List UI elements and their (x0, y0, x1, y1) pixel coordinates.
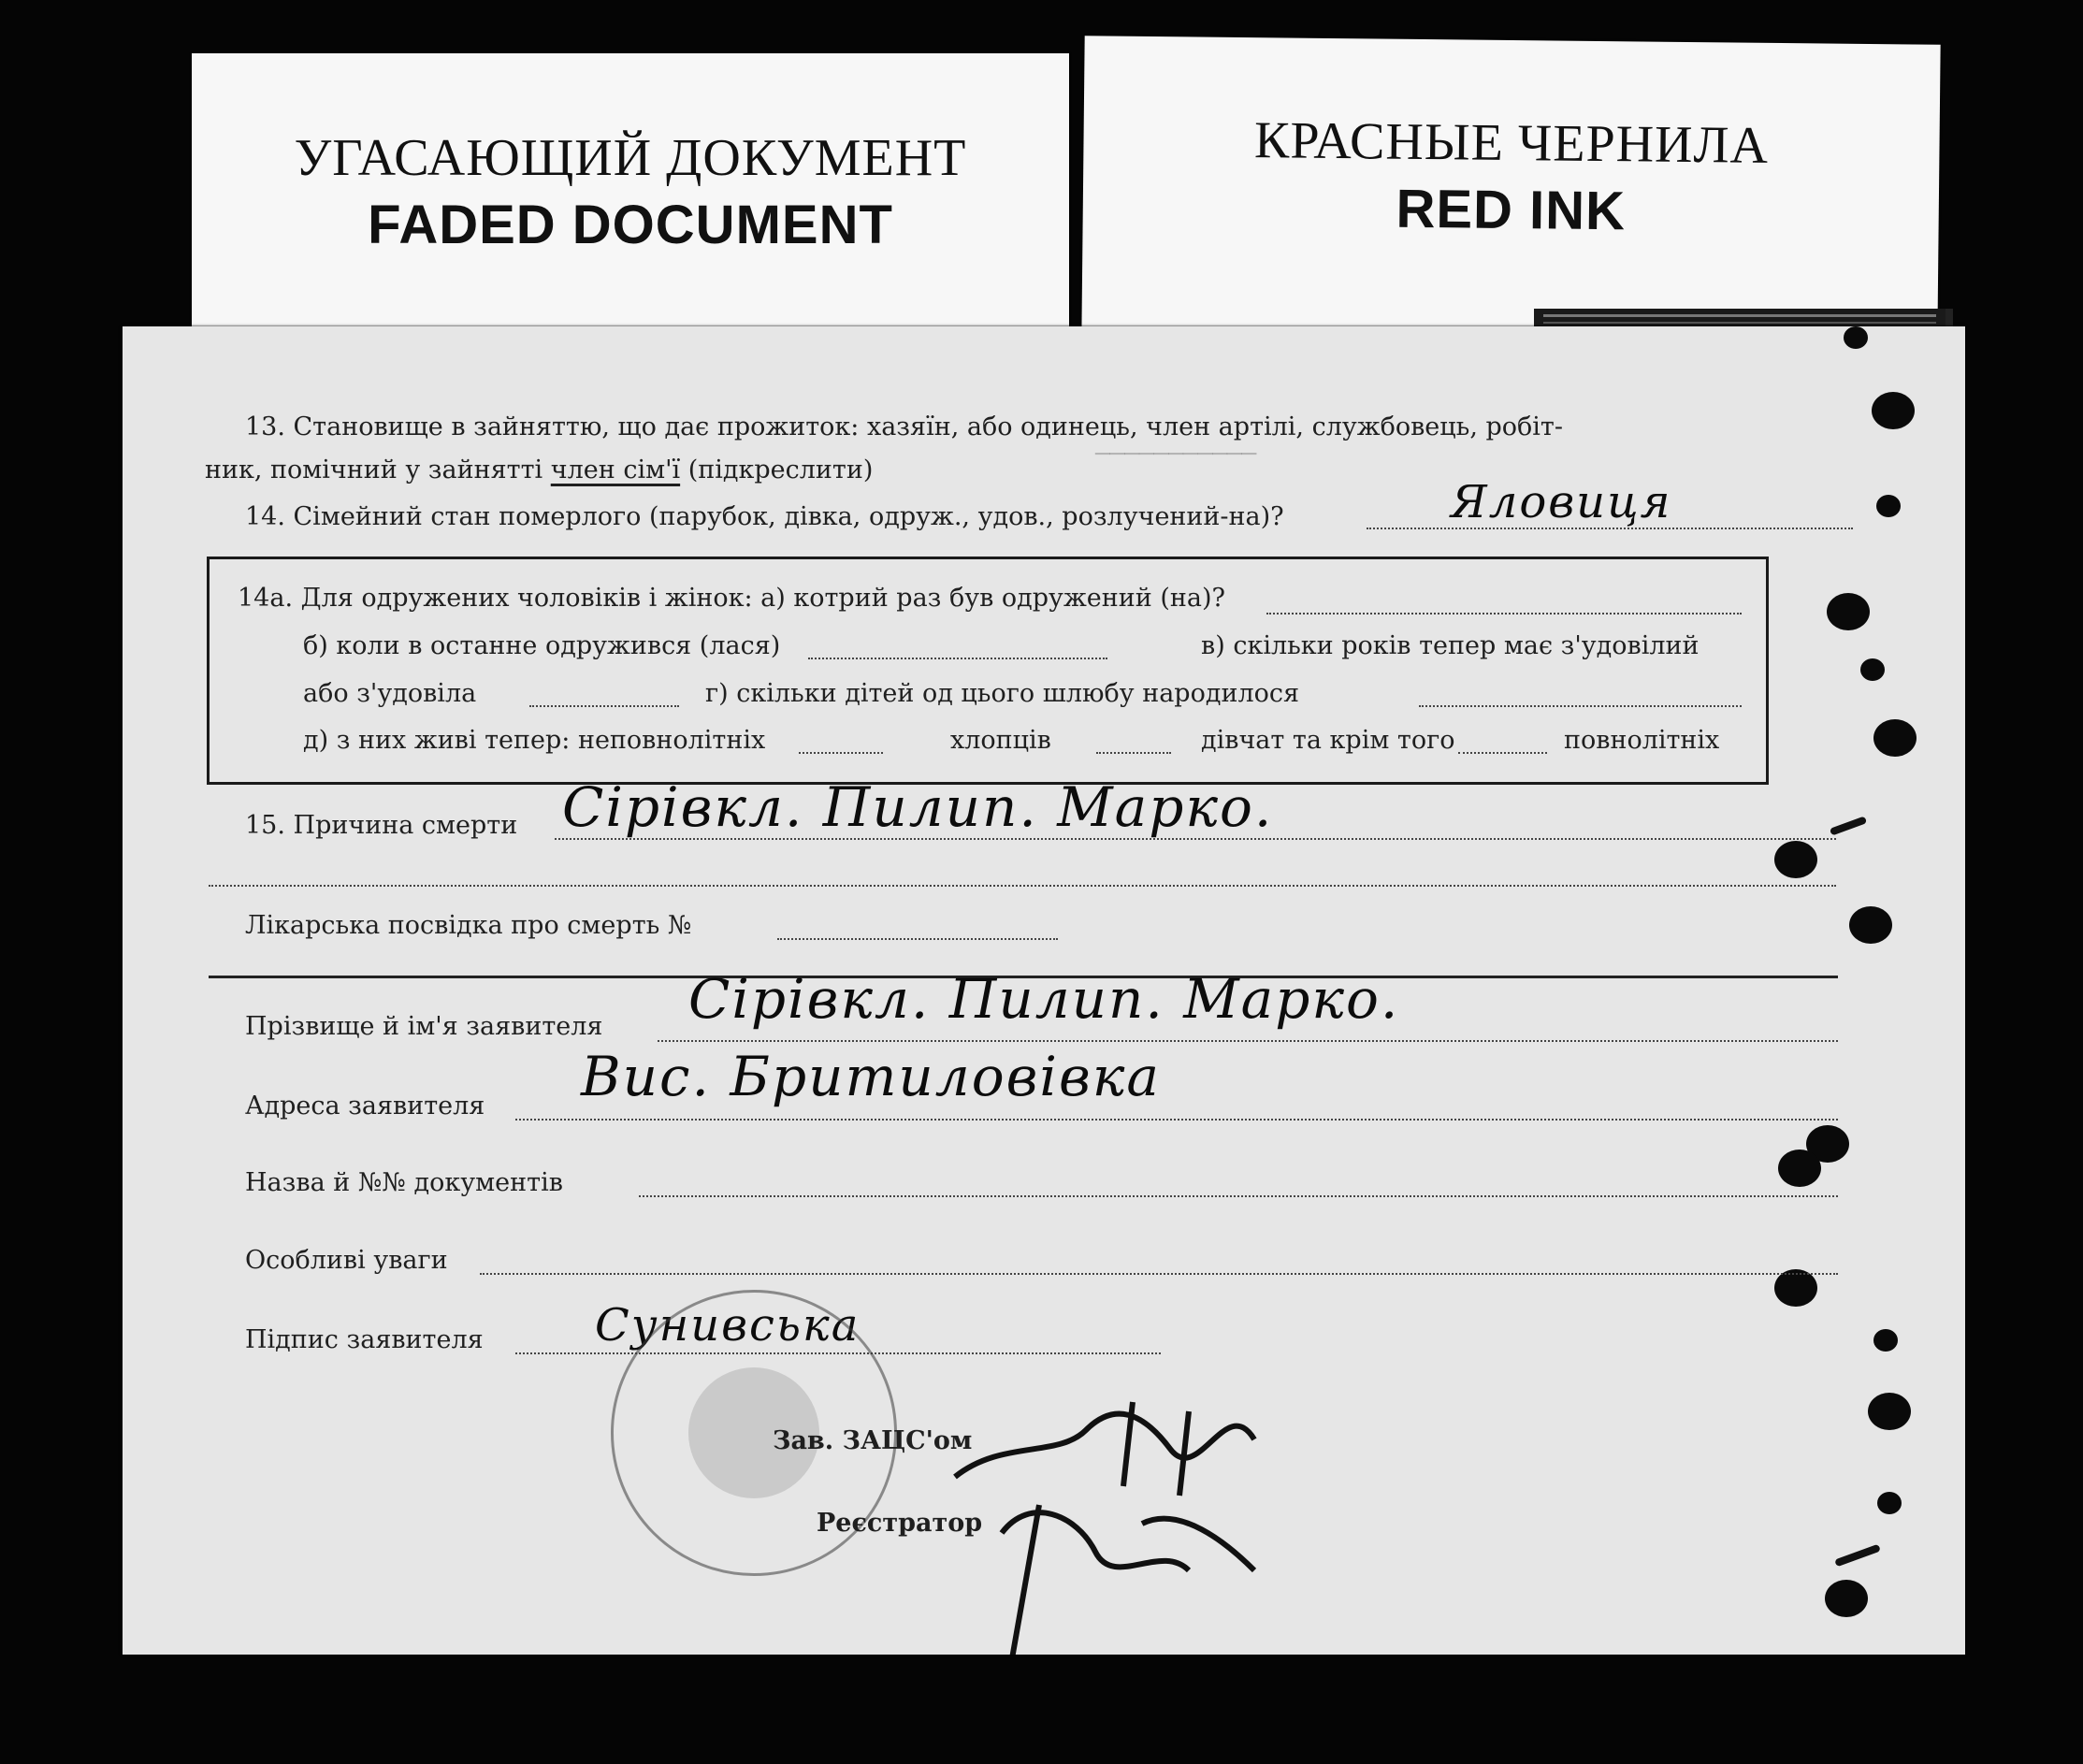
red-ink-label-russian: КРАСНЫЕ ЧЕРНИЛА (1253, 111, 1770, 175)
registrar-label: Реєстратор (817, 1509, 983, 1538)
applicant-signature-handwritten: Сунивська (595, 1299, 861, 1352)
applicant-address-label: Адреса заявителя (245, 1092, 485, 1121)
question-15-handwritten-answer: Сірівкл. Пилип. Марко. (562, 775, 1274, 839)
question-13-line-2 (205, 455, 873, 484)
punch-hole (1774, 1269, 1817, 1307)
faded-document-label (192, 53, 1069, 334)
answer-line (1266, 612, 1742, 615)
answer-line (639, 1194, 1838, 1197)
punch-hole (1868, 1393, 1911, 1430)
question-15-label: 15. Причина смерти (245, 811, 518, 840)
question-14a-adults-label: повнолітніх (1564, 726, 1720, 755)
question-14-handwritten-answer: Яловиця (1451, 476, 1672, 528)
ink-mark (1830, 816, 1867, 835)
answer-line (1419, 704, 1742, 707)
red-ink-label-english: RED INK (1396, 178, 1627, 242)
punch-hole (1849, 906, 1892, 944)
punch-hole (1872, 392, 1915, 429)
question-14a-girls-label: дівчат та крім того (1201, 726, 1455, 755)
question-14a-box (207, 557, 1769, 785)
question-14a-g-label: г) скільки дітей од цього шлюбу народилося (705, 679, 1300, 708)
applicant-name-label: Прізвище й ім'я заявителя (245, 1012, 603, 1041)
question-13-underlined-answer: член сім'ї (550, 455, 681, 484)
punch-hole (1778, 1149, 1821, 1187)
medical-certificate-label: Лікарська посвідка про смерть № (245, 911, 692, 940)
punch-hole (1873, 1329, 1898, 1352)
answer-line (209, 884, 1836, 887)
ink-mark (1834, 1544, 1881, 1568)
question-14a-boys-label: хлопців (950, 726, 1051, 755)
question-14a-b-label: б) коли в останне одружився (лася) (303, 631, 781, 660)
question-13-instruction: (підкреслити) (687, 455, 874, 484)
page-stack-line (1543, 322, 1936, 324)
punch-hole (1827, 593, 1870, 630)
question-14a-d-label: д) з них живі тепер: неповнолітніх (303, 726, 766, 755)
question-14-label: 14. Сімейний стан померлого (парубок, дівка, одруж., удов., розлучений-на)? (245, 502, 1284, 531)
question-13-text: ник, помічний у зайнятті (205, 455, 543, 484)
applicant-name-handwritten: Сірівкл. Пилип. Марко. (688, 967, 1400, 1031)
special-notes-label: Особливі уваги (245, 1246, 448, 1275)
red-ink-label (1081, 36, 1940, 344)
head-of-registry-label: Зав. ЗАЦС'ом (773, 1426, 973, 1455)
faded-label-english: FADED DOCUMENT (368, 195, 893, 255)
answer-line (1096, 751, 1171, 754)
official-signatures (946, 1355, 1338, 1655)
death-record-form (123, 326, 1965, 1655)
bleed-through-text: ─────────── (1095, 441, 1257, 469)
question-13-line-1: 13. Становище в зайняттю, що дає прожиток: хазяїн, або одинець, член артілі, службовець, робіт- (245, 412, 1563, 441)
question-14a-widowed-label: або з'удовіла (303, 679, 477, 708)
punch-hole (1873, 719, 1917, 757)
answer-line (777, 937, 1058, 940)
answer-line (529, 704, 679, 707)
answer-line (480, 1272, 1838, 1275)
question-14a-v-label: в) скільки років тепер має з'удовілий (1201, 631, 1700, 660)
punch-hole (1825, 1580, 1868, 1617)
punch-hole (1860, 658, 1885, 681)
answer-line (515, 1118, 1838, 1121)
applicant-signature-label: Підпис заявителя (245, 1325, 484, 1354)
answer-line (808, 657, 1107, 659)
documents-label: Назва й №№ документів (245, 1168, 563, 1197)
faded-label-russian: УГАСАЮЩИЙ ДОКУМЕНТ (294, 129, 967, 187)
question-14a-line-1: 14а. Для одружених чоловіків і жінок: а) котрий раз був одружений (на)? (238, 584, 1225, 613)
page-stack-line (1543, 314, 1936, 317)
answer-line (799, 751, 883, 754)
punch-hole (1877, 1492, 1902, 1514)
answer-line (1458, 751, 1547, 754)
punch-hole (1876, 495, 1901, 517)
applicant-address-handwritten: Вис. Бритиловівка (581, 1045, 1161, 1108)
punch-hole (1774, 841, 1817, 878)
answer-line (658, 1039, 1838, 1042)
punch-hole (1844, 326, 1868, 349)
